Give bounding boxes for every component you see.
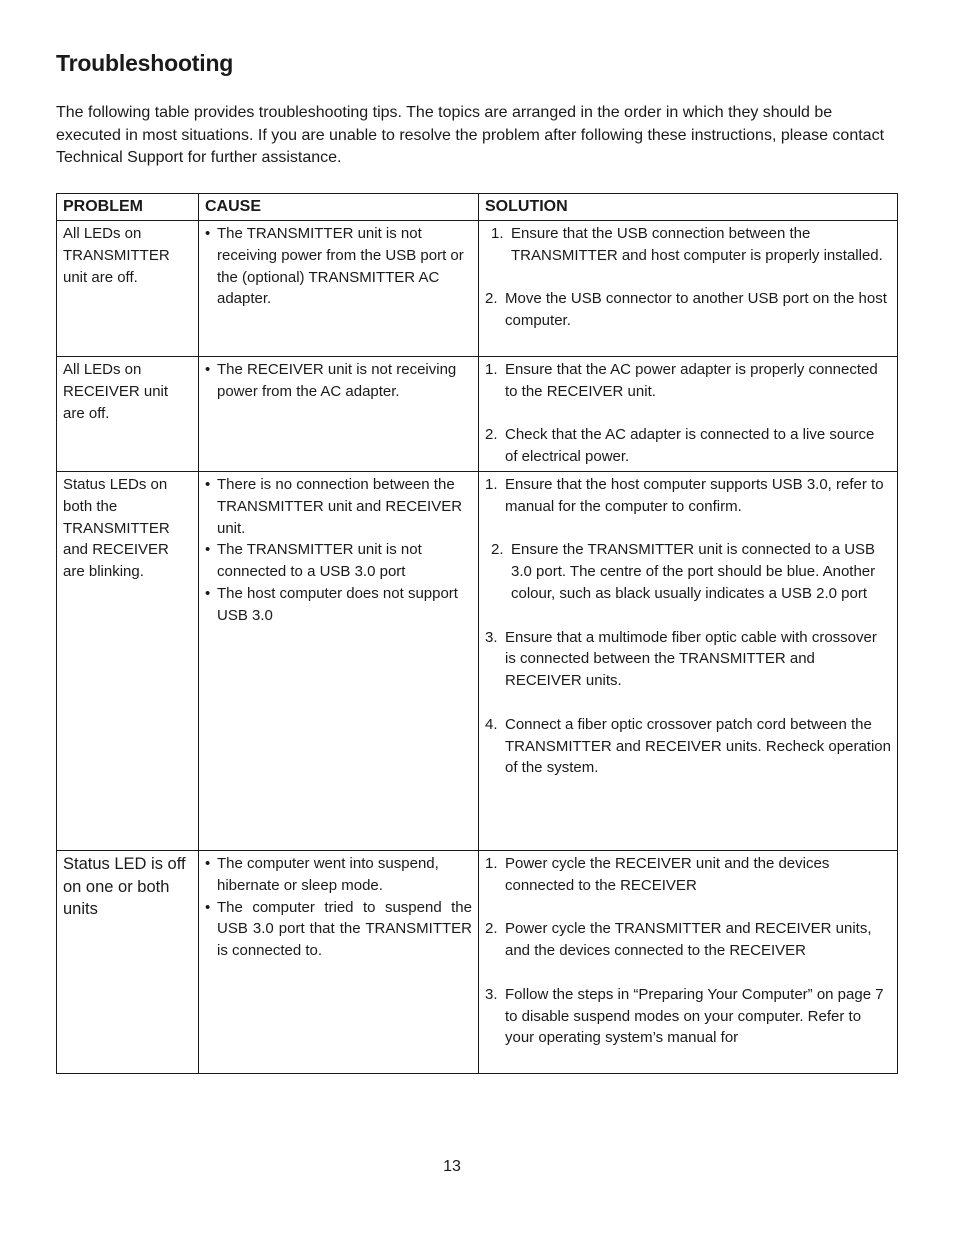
solution-item: 2. Ensure the TRANSMITTER unit is connected to a USB 3.0 port. The centre of the port should be blue. Another colour, such as black usually indicates a USB 2.0 port (491, 541, 876, 602)
cause-cell (199, 851, 479, 1074)
solution-cell (479, 851, 898, 1074)
solution-item: 2. Power cycle the TRANSMITTER and RECEIVER units, and the devices connected to the RECEIVER (485, 920, 872, 960)
header-problem: PROBLEM (57, 194, 199, 221)
header-solution: SOLUTION (479, 194, 898, 221)
table-row (57, 851, 898, 1074)
solution-item: 2. Check that the AC adapter is connected to a live source of electrical power. (485, 426, 875, 466)
page-number: 13 (443, 1158, 461, 1175)
cause-item: • The host computer does not support USB 3.0 (205, 584, 458, 624)
problem-cell: Status LED is off on one or both units (57, 851, 199, 1074)
solution-cell (479, 357, 898, 472)
table-row (57, 472, 898, 851)
cause-cell (199, 472, 479, 851)
solution-item: 2. Move the USB connector to another USB port on the host computer. (485, 290, 887, 330)
solution-item: 1. Ensure that the host computer supports USB 3.0, refer to manual for the computer to confirm. (485, 476, 884, 515)
solution-cell (479, 472, 898, 851)
solution-cell (479, 221, 898, 357)
problem-cell: All LEDs on TRANSMITTER unit are off. (57, 221, 199, 357)
table-row (57, 357, 898, 472)
cause-item: • The TRANSMITTER unit is not receiving power from the USB port or the (optional) TRANSMITTER AC adapter. (205, 225, 464, 308)
intro-paragraph: The following table provides troubleshooting tips. The topics are arranged in the order in which they should be executed in most situations. If you are unable to resolve the problem after following these instructions, please contact Technical Support for further assistance. (56, 104, 885, 166)
cause-item: • The RECEIVER unit is not receiving power from the AC adapter. (205, 361, 457, 400)
table-header-row (57, 194, 898, 221)
header-cause: CAUSE (199, 194, 479, 221)
solution-item: 1. Power cycle the RECEIVER unit and the devices connected to the RECEIVER (485, 855, 830, 894)
cause-item: • The computer went into suspend, hibernate or sleep mode. (205, 855, 439, 894)
cause-item: • The TRANSMITTER unit is not connected to a USB 3.0 port (205, 541, 422, 581)
solution-item: 3. Ensure that a multimode fiber optic cable with crossover is connected between the TRANSMITTER and RECEIVER units. (485, 628, 877, 690)
solution-item: 3. Follow the steps in “Preparing Your Computer” on page 7 to disable suspend modes on your computer. Refer to your operating system’s manual for (485, 985, 884, 1047)
cause-item: • There is no connection between the TRANSMITTER unit and RECEIVER unit. (205, 476, 463, 537)
cause-cell (199, 221, 479, 357)
solution-item: 4. Connect a fiber optic crossover patch cord between the TRANSMITTER and RECEIVER units. Recheck operation of the system. (485, 715, 891, 777)
problem-cell: Status LEDs on both the TRANSMITTER and RECEIVER are blinking. (57, 472, 199, 851)
page-title: Troubleshooting (56, 50, 234, 76)
problem-cell: All LEDs on RECEIVER unit are off. (57, 357, 199, 472)
table-row (57, 221, 898, 357)
solution-item: 1. Ensure that the AC power adapter is properly connected to the RECEIVER unit. (485, 361, 878, 400)
solution-item: 1. Ensure that the USB connection between the TRANSMITTER and host computer is properly installed. (491, 225, 883, 264)
troubleshooting-table (56, 193, 898, 1074)
cause-item: • The computer tried to suspend the USB 3.0 port that the TRANSMITTER is connected to. (205, 898, 472, 960)
cause-cell (199, 357, 479, 472)
